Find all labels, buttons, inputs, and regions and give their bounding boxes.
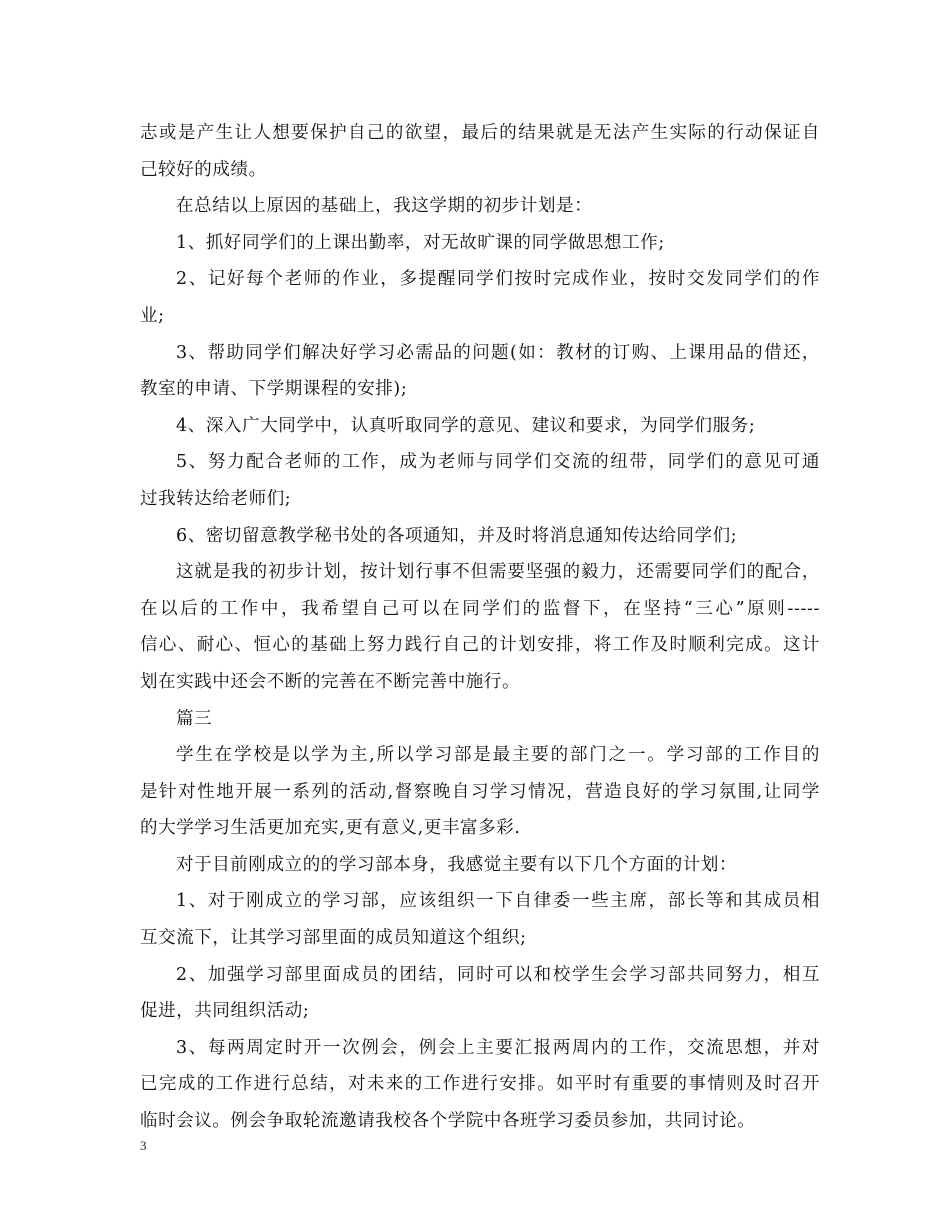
text-line: 2、记好每个老师的作业，多提醒同学们按时完成作业，按时交发同学们的作: [176, 269, 820, 290]
text-line: 志或是产生让人想要保护自己的欲望，最后的结果就是无法产生实际的行动保证自: [140, 123, 820, 143]
text-line: 在以后的工作中，我希望自己可以在同学们的监督下，在坚持“三心”原则-----: [140, 598, 820, 619]
text-line: 划在实践中还会不断的完善在不断完善中施行。: [140, 671, 521, 692]
text-line: 这就是我的初步计划，按计划行事不但需要坚强的毅力，还需要同学们的配合，: [176, 562, 820, 583]
text-line: 在总结以上原因的基础上，我这学期的初步计划是：: [176, 196, 593, 217]
document-body: [140, 115, 820, 1140]
text-line: 1、抓好同学们的上课出勤率，对无故旷课的同学做思想工作;: [176, 232, 665, 253]
text-line: 已完成的工作进行总结，对未来的工作进行安排。如平时有重要的事情则及时召开: [140, 1074, 820, 1095]
text-line: 促进，共同组织活动;: [140, 1001, 310, 1022]
text-line: 3、帮助同学们解决好学习必需品的问题(如：教材的订购、上课用品的借还，: [176, 342, 820, 363]
text-line: 6、密切留意教学秘书处的各项通知，并及时将消息通知传达给同学们;: [176, 525, 738, 546]
text-line: 是针对性地开展一系列的活动,督察晚自习学习情况，营造良好的学习氛围,让同学: [140, 781, 820, 802]
text-line: 信心、耐心、恒心的基础上努力践行自己的计划安排，将工作及时顺利完成。这计: [140, 635, 820, 656]
text-line: 3、每两周定时开一次例会，例会上主要汇报两周内的工作，交流思想，并对: [176, 1037, 820, 1058]
text-line: 1、对于刚成立的学习部，应该组织一下自律委一些主席，部长等和其成员相: [176, 891, 820, 912]
text-line: 业;: [140, 305, 165, 326]
text-line: 4、深入广大同学中，认真听取同学的意见、建议和要求，为同学们服务;: [176, 415, 756, 436]
text-line: 教室的申请、下学期课程的安排);: [140, 379, 408, 400]
text-line: 对于目前刚成立的的学习部本身，我感觉主要有以下几个方面的计划：: [176, 854, 738, 875]
text-line: 互交流下，让其学习部里面的成员知道这个组织;: [140, 928, 527, 949]
text-line: 过我转达给老师们;: [140, 488, 292, 509]
text-line: 临时会议。例会争取轮流邀请我校各个学院中各班学习委员参加，共同讨论。: [140, 1111, 756, 1132]
text-line: 的大学学习生活更加充实,更有意义,更丰富多彩.: [140, 818, 521, 839]
text-line: 5、努力配合老师的工作，成为老师与同学们交流的纽带，同学们的意见可通: [176, 452, 820, 473]
text-line: 己较好的成绩。: [140, 159, 267, 180]
text-line: 篇三: [176, 708, 213, 729]
text-line: 2、加强学习部里面成员的团结，同时可以和校学生会学习部共同努力，相互: [176, 964, 820, 985]
page-number: 3: [140, 1138, 147, 1153]
text-line: 学生在学校是以学为主,所以学习部是最主要的部门之一。学习部的工作目的: [176, 745, 820, 766]
